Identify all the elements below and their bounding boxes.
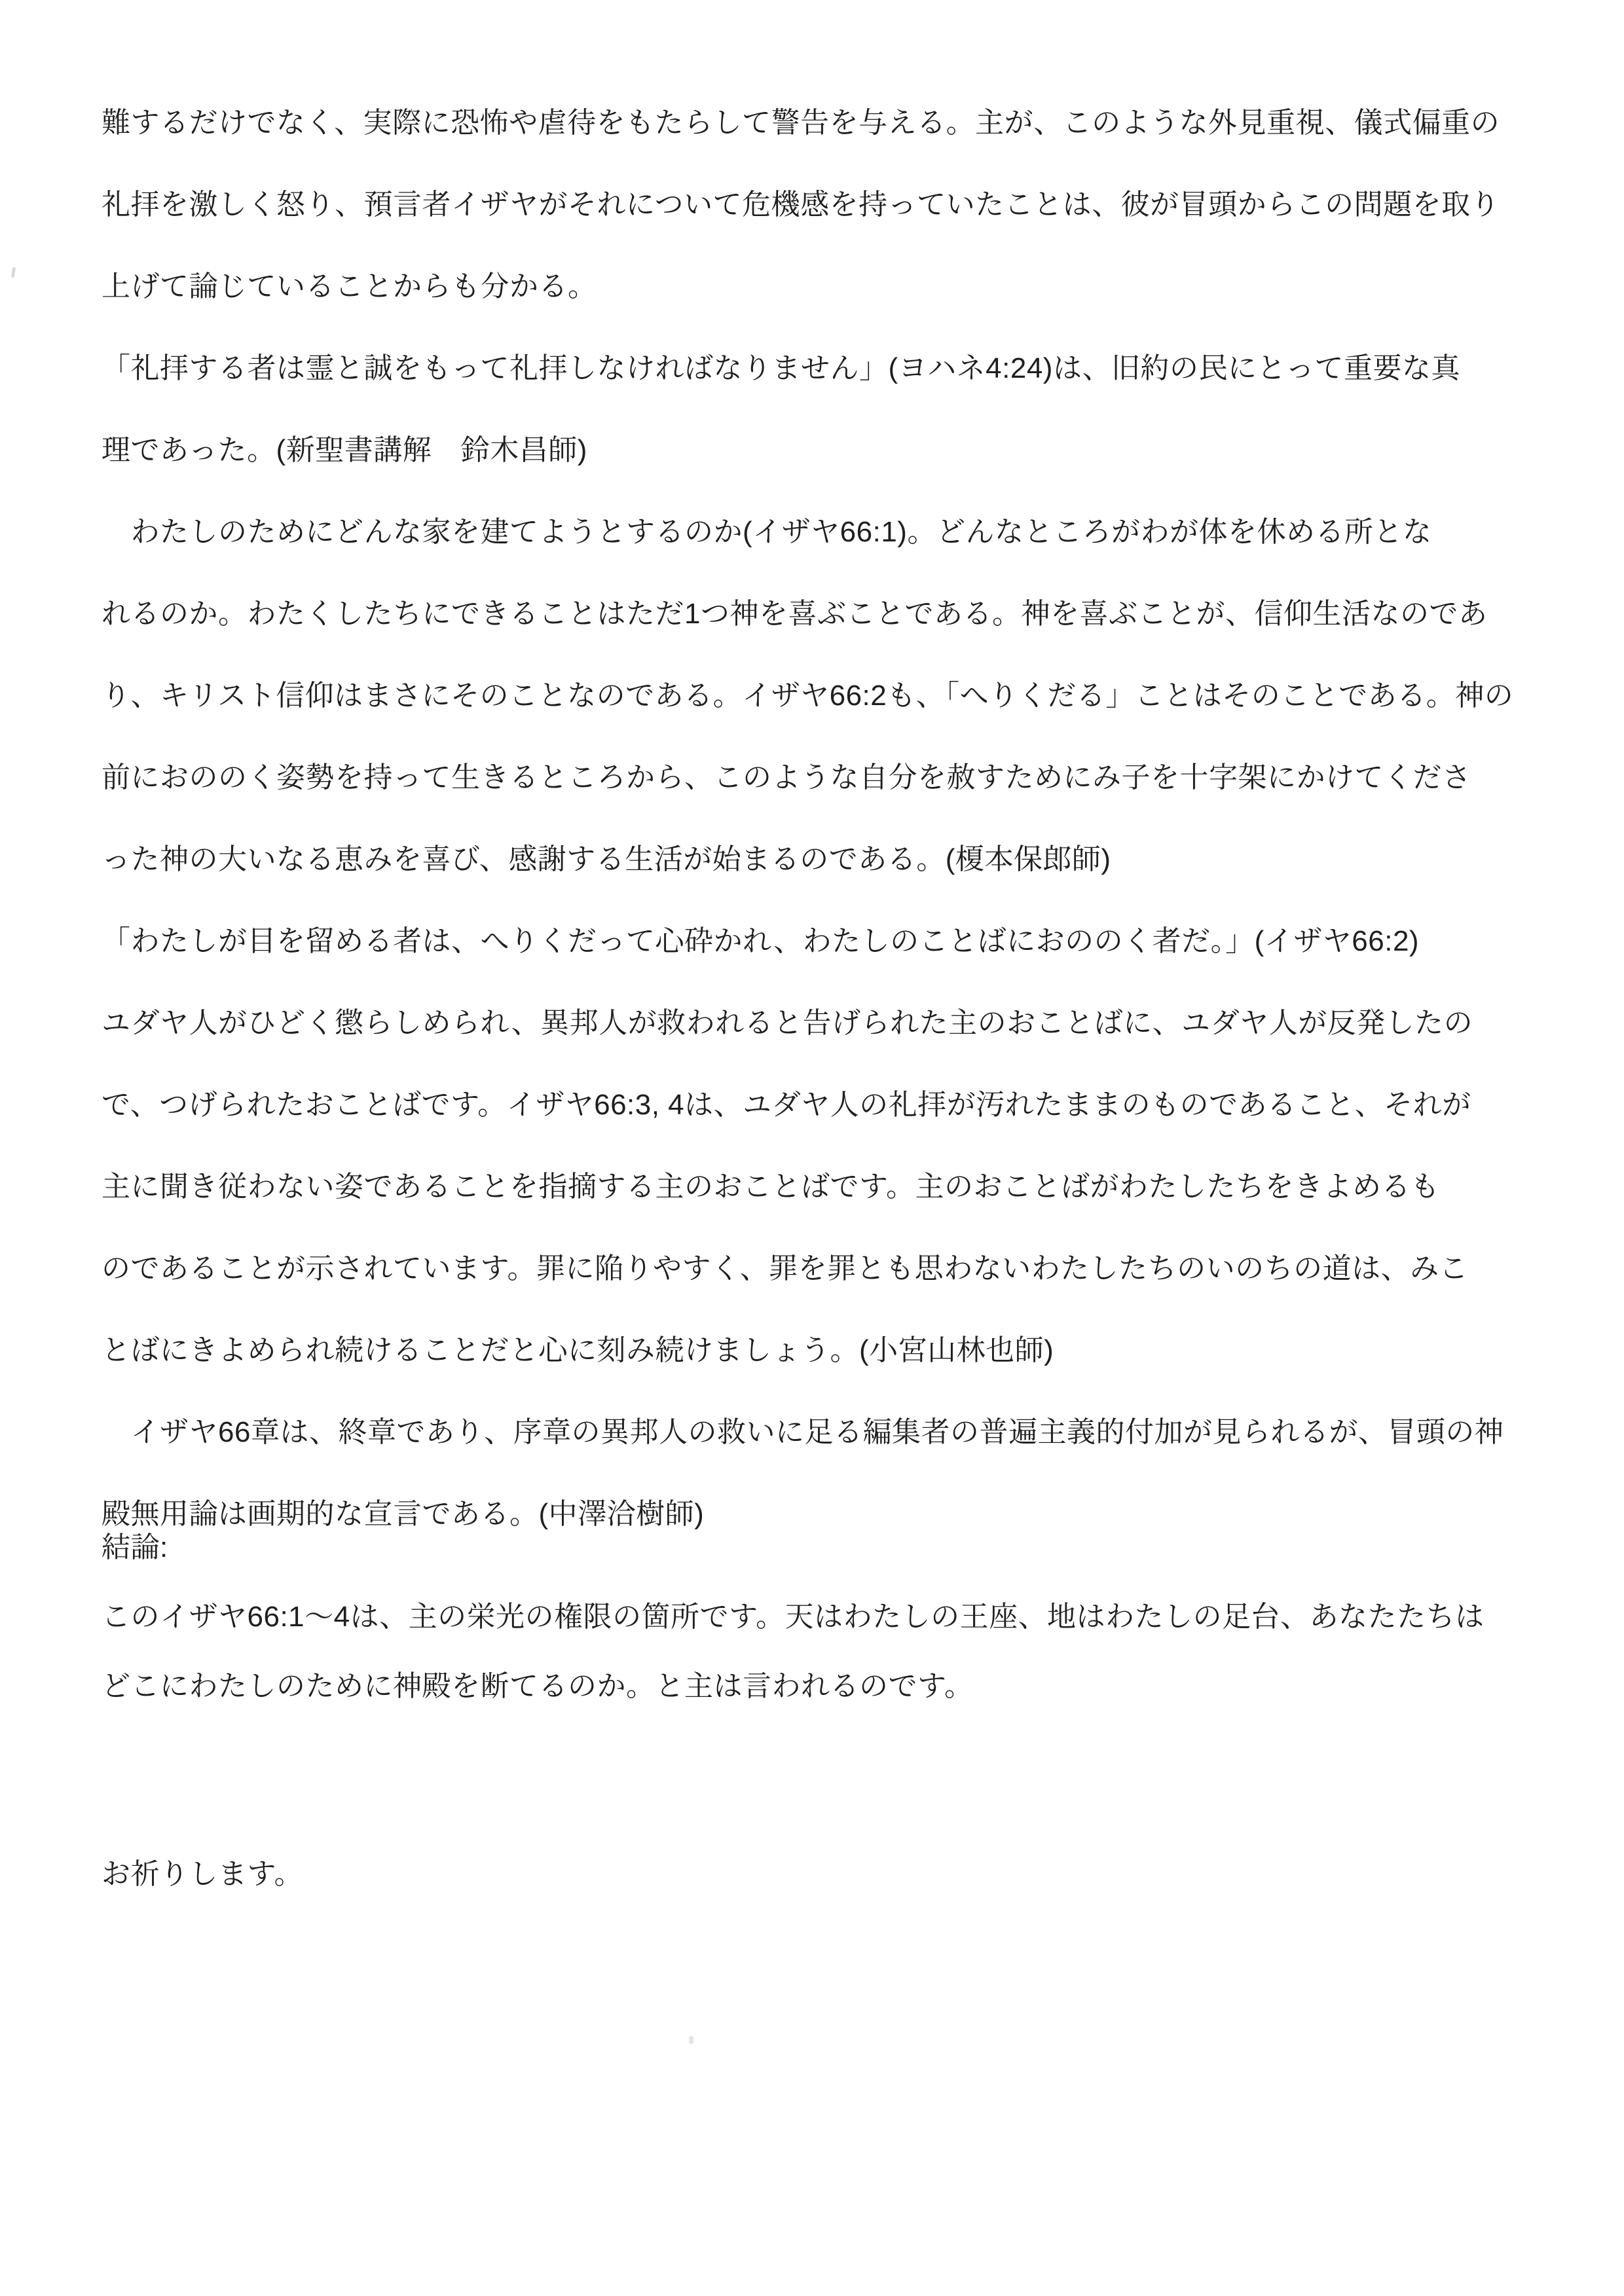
text-line: わたしのためにどんな家を建てようとするのか(イザヤ66:1)。どんなところがわが体を休める所とな — [101, 515, 1432, 548]
text-line: とばにきよめられ続けることだと心に刻み続けましょう。(小宮山林也師) — [101, 1334, 1054, 1366]
text-line: で、つげられたおことばです。イザヤ66:3, 4は、ユダヤ人の礼拝が汚れたままのものであること、それが — [101, 1088, 1471, 1121]
text-line: った神の大いなる恵みを喜び、感謝する生活が始まるのである。(榎本保郎師) — [101, 843, 1111, 875]
text-line: のであることが示されています。罪に陥りやすく、罪を罪とも思わないわたしたちのいのちの道は、みこ — [101, 1252, 1469, 1285]
closing-block — [101, 1830, 1549, 1912]
conclusion-line: このイザヤ66:1〜4は、主の栄光の権限の箇所です。天はわたしの王座、地はわたしの足台、あなたたちは — [101, 1601, 1485, 1633]
text-line: 難するだけでなく、実際に恐怖や虐待をもたらして警告を与える。主が、このような外見重視、儀式偏重の — [101, 106, 1500, 139]
text-line: れるのか。わたくしたちにできることはただ1つ神を喜ぶことである。神を喜ぶことが、信仰生活なのであ — [101, 597, 1488, 630]
scan-artifact-speck — [689, 2036, 693, 2044]
text-line: 理であった。(新聖書講解 鈴木昌師) — [101, 433, 587, 466]
text-line: 礼拝を激しく怒り、預言者イザヤがそれについて危機感を持っていたことは、彼が冒頭からこの問題を取り — [101, 188, 1500, 221]
closing-line: お祈りします。 — [101, 1857, 303, 1890]
text-line: イザヤ66章は、終章であり、序章の異邦人の救いに足る編集者の普遍主義的付加が見られるが、冒頭の神 — [101, 1415, 1504, 1448]
text-line: 前におののく姿勢を持って生きるところから、このような自分を赦すためにみ子を十字架にかけてくださ — [101, 761, 1471, 793]
conclusion-heading: 結論: — [101, 1531, 168, 1563]
body-text-block — [101, 79, 1549, 1552]
text-line: 「礼拝する者は霊と誠をもって礼拝しなければなりません」(ヨハネ4:24)は、旧約の民にとって重要な真 — [101, 352, 1461, 384]
text-line: 上げて論じていることからも分かる。 — [101, 270, 597, 302]
text-line: り、キリスト信仰はまさにそのことなのである。イザヤ66:2も、「へりくだる」ことはそのことである。神の — [101, 679, 1514, 712]
conclusion-line: どこにわたしのために神殿を断てるのか。と主は言われるのです。 — [101, 1670, 974, 1702]
conclusion-block — [101, 1510, 1549, 1718]
text-line: 「わたしが目を留める者は、へりくだって心砕かれ、わたしのことばにおののく者だ。」(イザヤ66:2) — [101, 924, 1420, 957]
text-line: 主に聞き従わない姿であることを指摘する主のおことばです。主のおことばがわたしたちをきよめるも — [101, 1170, 1440, 1203]
text-line: ユダヤ人がひどく懲らしめられ、異邦人が救われると告げられた主のおことばに、ユダヤ人が反発したの — [101, 1006, 1473, 1039]
scan-artifact-speck — [11, 267, 16, 278]
text-line: 殿無用論は画期的な宣言である。(中澤洽樹師) — [101, 1497, 705, 1530]
